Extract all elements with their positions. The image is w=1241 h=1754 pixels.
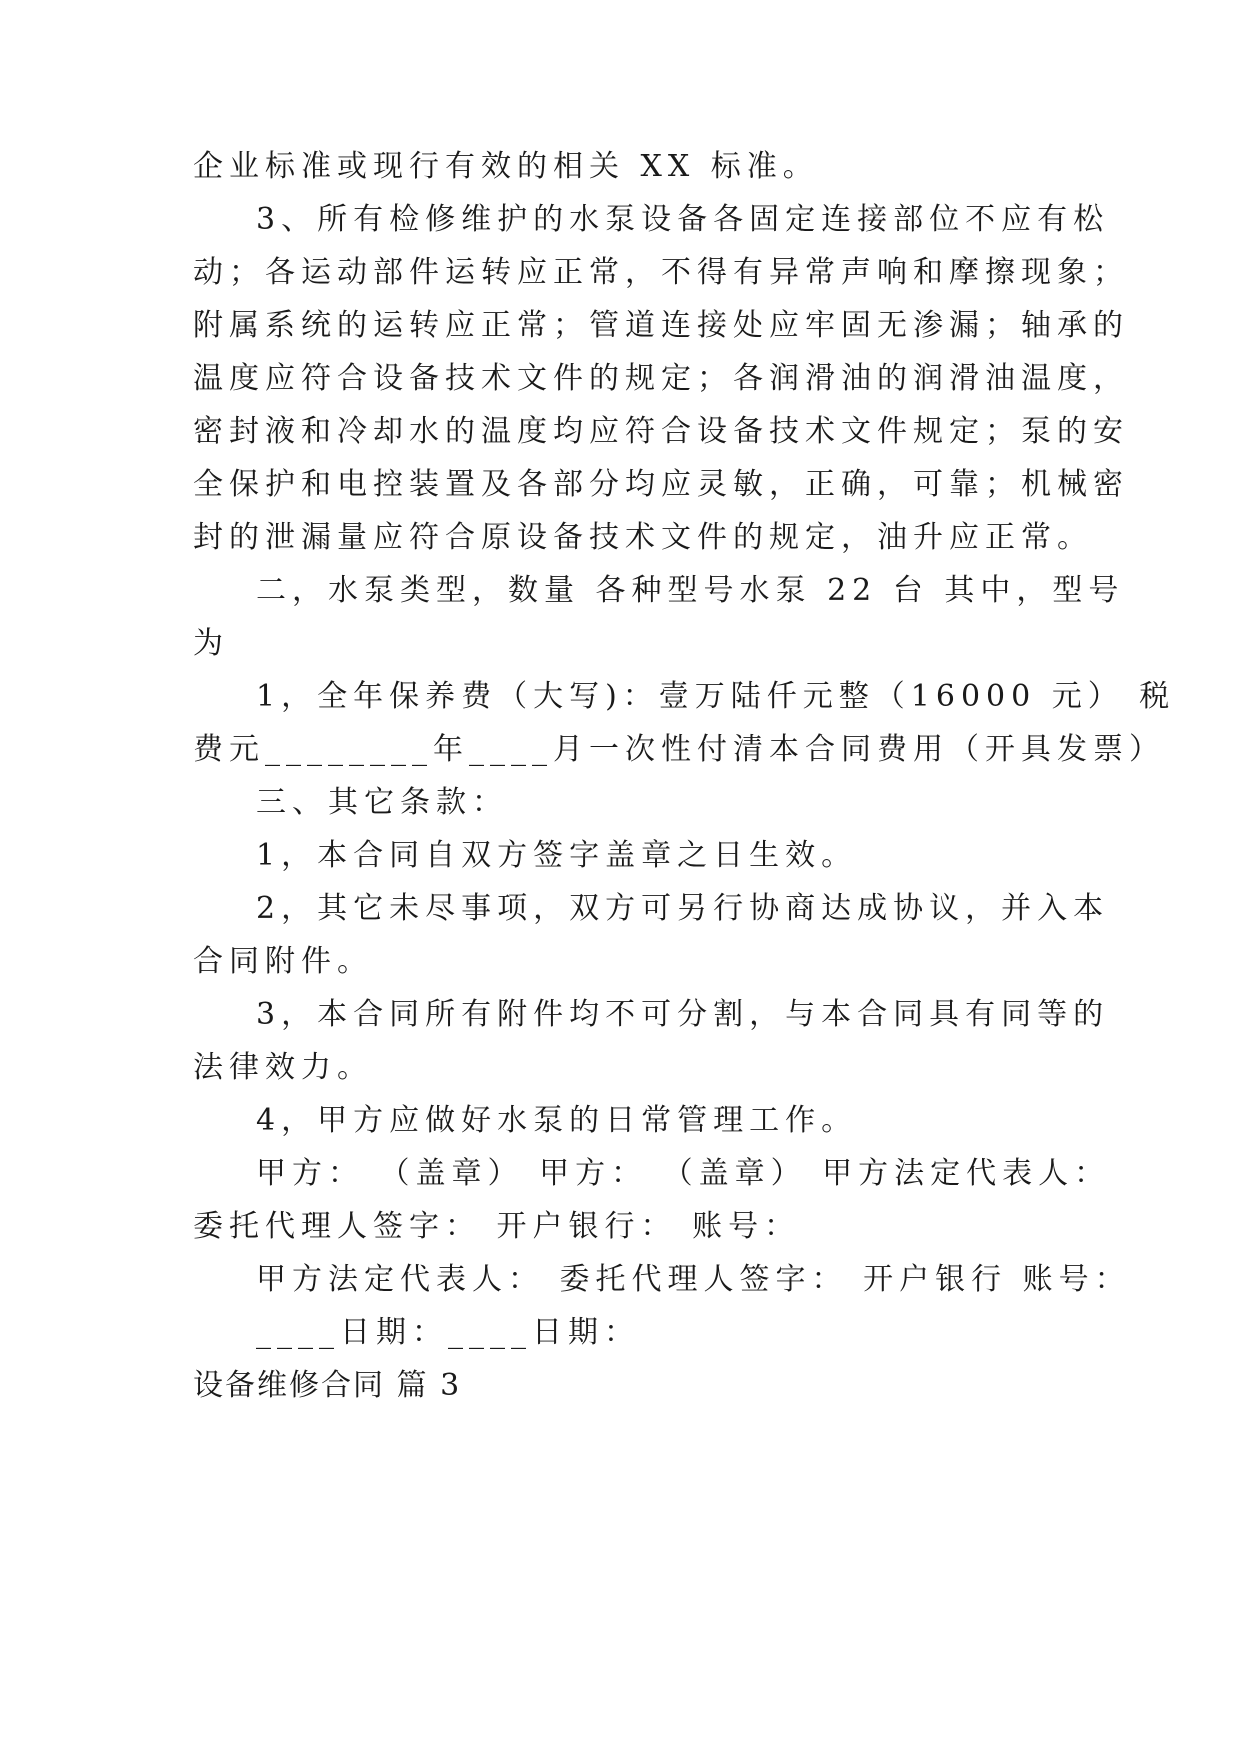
signature-line-1: 甲方： （盖章） 甲方： （盖章） 甲方法定代表人：: [256, 1156, 1111, 1191]
date-line: ____日期：____日期：: [256, 1315, 640, 1350]
other-clause-4: 4，甲方应做好水泵的日常管理工作。: [256, 1103, 858, 1138]
next-section-heading: 设备维修合同 篇 3: [193, 1368, 462, 1403]
clause-3-line-7: 封的泄漏量应符合原设备技术文件的规定，油升应正常。: [193, 520, 1093, 555]
clause-3-line-4: 温度应符合设备技术文件的规定；各润滑油的润滑油温度，: [193, 361, 1129, 396]
section-2-line-1: 二，水泵类型，数量 各种型号水泵 22 台 其中，型号: [256, 573, 1125, 608]
text-line-1: 企业标准或现行有效的相关 XX 标准。: [193, 149, 819, 184]
fee-line-2: 费元________年____月一次性付清本合同费用（开具发票）: [193, 732, 1165, 767]
other-clause-1: 1，本合同自双方签字盖章之日生效。: [256, 838, 858, 873]
fee-line-1: 1，全年保养费（大写)：壹万陆仟元整（16000 元） 税: [256, 679, 1176, 714]
clause-3-line-1: 3、所有检修维护的水泵设备各固定连接部位不应有松: [256, 202, 1110, 237]
signature-line-3: 甲方法定代表人： 委托代理人签字： 开户银行 账号：: [256, 1262, 1131, 1297]
other-clause-2-line-2: 合同附件。: [193, 944, 373, 979]
clause-3-line-6: 全保护和电控装置及各部分均应灵敏，正确，可靠；机械密: [193, 467, 1129, 502]
section-3-heading: 三、其它条款：: [256, 785, 508, 820]
other-clause-3-line-1: 3，本合同所有附件均不可分割，与本合同具有同等的: [256, 997, 1110, 1032]
clause-3-line-3: 附属系统的运转应正常；管道连接处应牢固无渗漏；轴承的: [193, 308, 1129, 343]
signature-line-2: 委托代理人签字： 开户银行： 账号：: [193, 1209, 801, 1244]
clause-3-line-2: 动；各运动部件运转应正常，不得有异常声响和摩擦现象；: [193, 255, 1129, 290]
other-clause-3-line-2: 法律效力。: [193, 1050, 373, 1085]
other-clause-2-line-1: 2，其它未尽事项，双方可另行协商达成协议，并入本: [256, 891, 1110, 926]
clause-3-line-5: 密封液和冷却水的温度均应符合设备技术文件规定；泵的安: [193, 414, 1129, 449]
section-2-line-2: 为: [193, 626, 229, 661]
